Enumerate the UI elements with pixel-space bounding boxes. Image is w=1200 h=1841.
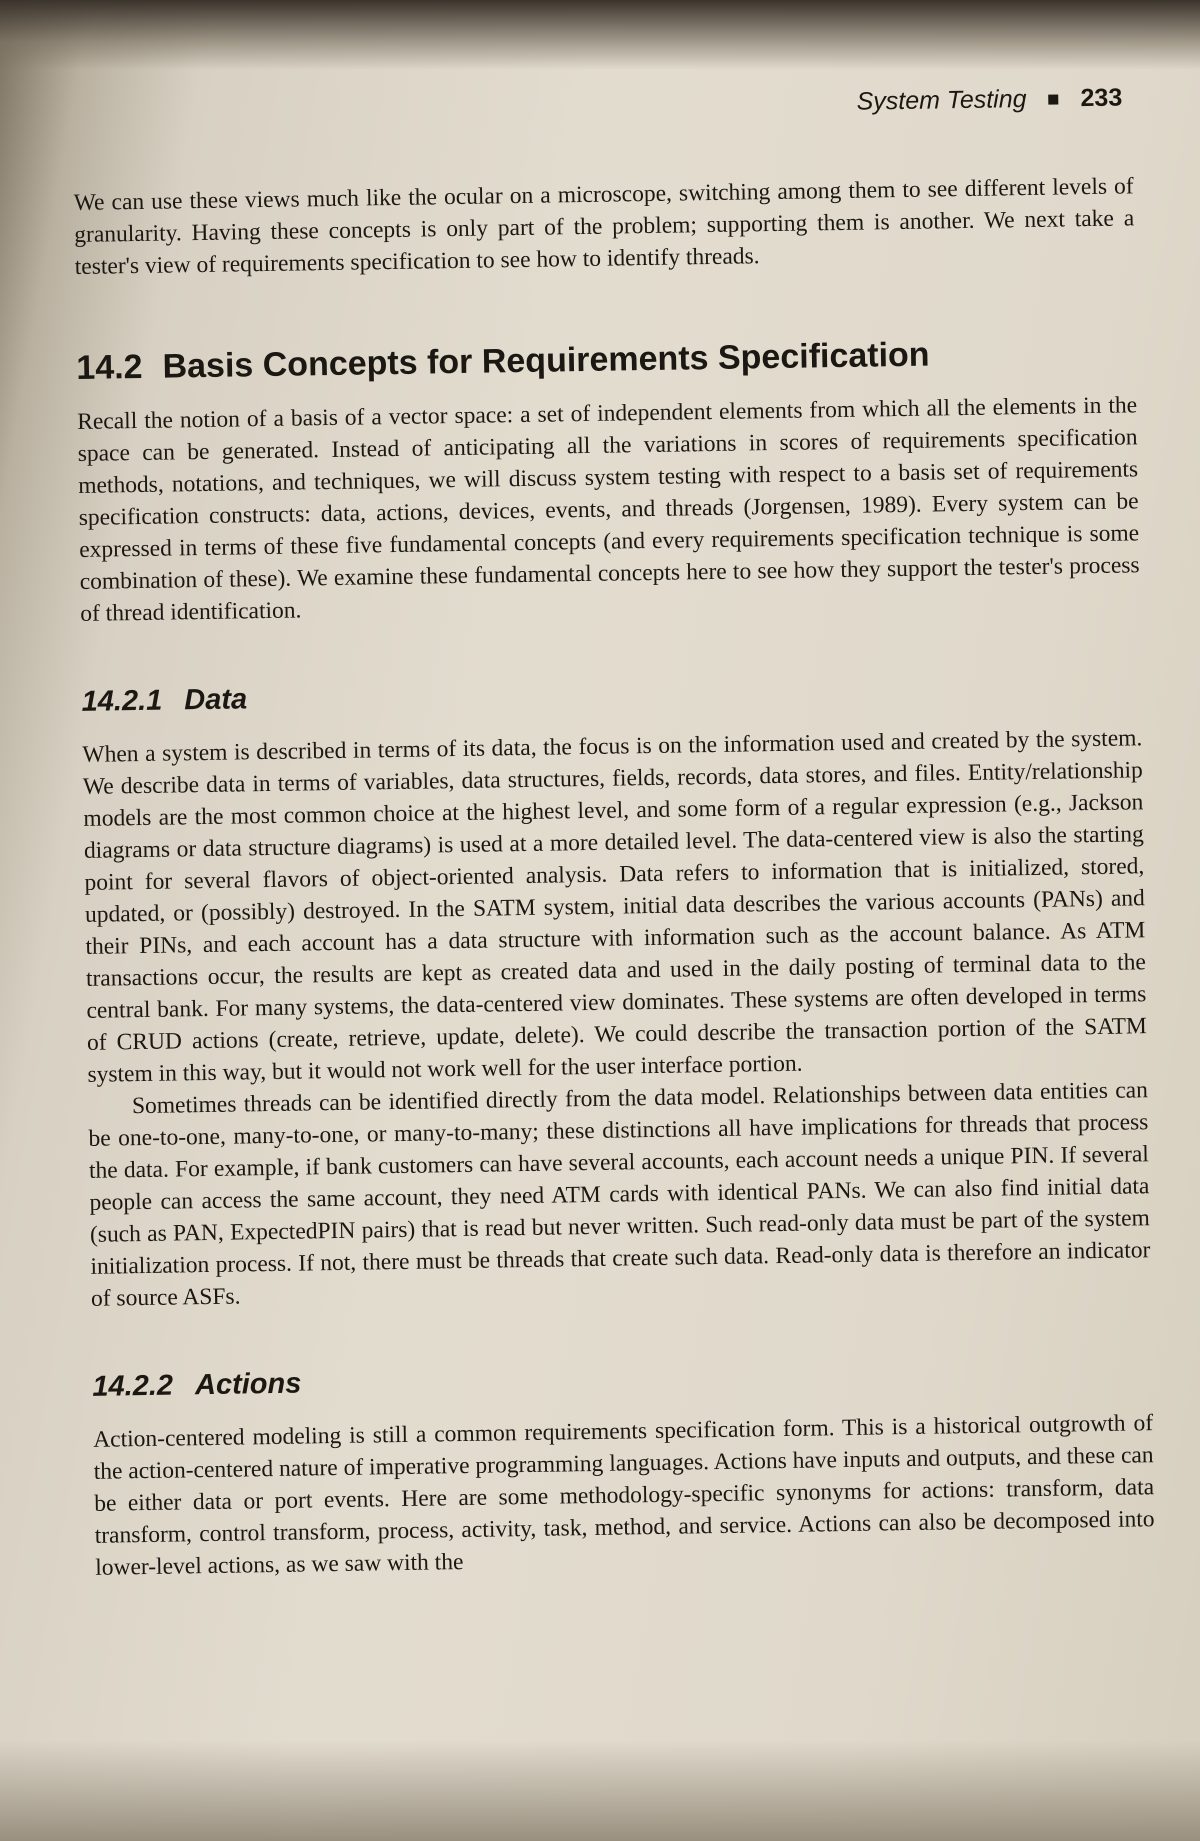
section-paragraph: Recall the notion of a basis of a vector space: a set of independent elements from which all the elements in the space can be generated. Instead of anticipating all the variations in scores of requirements specification methods, notations, and techniques, we will discuss system testing with respect to a basis set of requirements specification constructs: data, actions, devices, events, and threads (Jorgensen, 1989). Every system can be expressed in terms of these five fundamental concepts (and every requirements specification technique is some combination of these). We examine these fundamental concepts here to see how they support the tester's process of thread identification. [77,392,1140,627]
subsection-number: 14.2.1 [81,684,163,718]
actions-paragraph: Action-centered modeling is still a common requirements specification form. This is a historical outgrowth of the action-centered nature of imperative programming languages. Actions have inputs and outputs, and these can be either data or port events. Here are some methodology-specific synonyms for actions: transform, data transform, control transform, process, activity, task, method, and service. Actions can also be decomposed into lower-level actions, as we saw with the [93,1410,1155,1581]
bottom-shadow [0,1740,1200,1841]
subsection-title: Data [183,683,248,717]
section-title: Basis Concepts for Requirements Specification [162,335,930,386]
top-shadow [0,0,1200,70]
page-content [72,73,1155,1583]
subsection-heading-actions [92,1354,1152,1404]
subsection-heading-data [81,669,1141,719]
section-heading [76,332,1136,388]
page-number: 233 [1080,83,1123,113]
intro-paragraph: We can use these views much like the ocular on a microscope, switching among them to see different levels of granularity. Having these concepts is only part of the problem; supporting them is another. We next take a tester's view of requirements specification to see how to identify threads. [73,173,1135,280]
data-paragraph-2: Sometimes threads can be identified directly from the data model. Relationships between data entities can be one-to-one, many-to-one, or many-to-many; these distinctions all have implications for threads that process the data. For example, if bank customers can have several accounts, each account needs a unique PIN. If several people can access the same account, they need ATM cards with identical PANs. We can also find initial data (such as PAN, ExpectedPIN pairs) that is read but never written. Such read-only data must be part of the system initialization process. If not, there must be threads that create such data. Read-only data is therefore an indicator of source ASFs. [88,1077,1151,1312]
running-head-title: System Testing [856,85,1027,116]
bullet-separator-icon [1048,95,1058,105]
subsection-number: 14.2.2 [92,1369,174,1403]
subsection-title: Actions [194,1367,302,1402]
running-head [72,83,1132,129]
data-paragraph-1: When a system is described in terms of its data, the focus is on the information used and created by the system. We describe data in terms of variables, data structures, fields, records, data stores, and files. Entity/relationship models are the most common choice at the highest level, and some form of a regular expression (e.g., Jackson diagrams or data structure diagrams) is used at a more detailed level. The data-centered view is also the starting point for several flavors of object-oriented analysis. Data refers to information that is initialized, stored, updated, or (possibly) destroyed. In the SATM system, initial data describes the various accounts (PANs) and their PINs, and each account has a data structure with information such as the account balance. As ATM transactions occur, the results are kept as created data and used in the daily posting of terminal data to the central bank. For many systems, the data-centered view dominates. These systems are often developed in terms of CRUD actions (create, retrieve, update, delete). We could describe the transaction portion of the SATM system in this way, but it would not work well for the user interface portion. [82,725,1148,1088]
section-number: 14.2 [76,347,143,387]
